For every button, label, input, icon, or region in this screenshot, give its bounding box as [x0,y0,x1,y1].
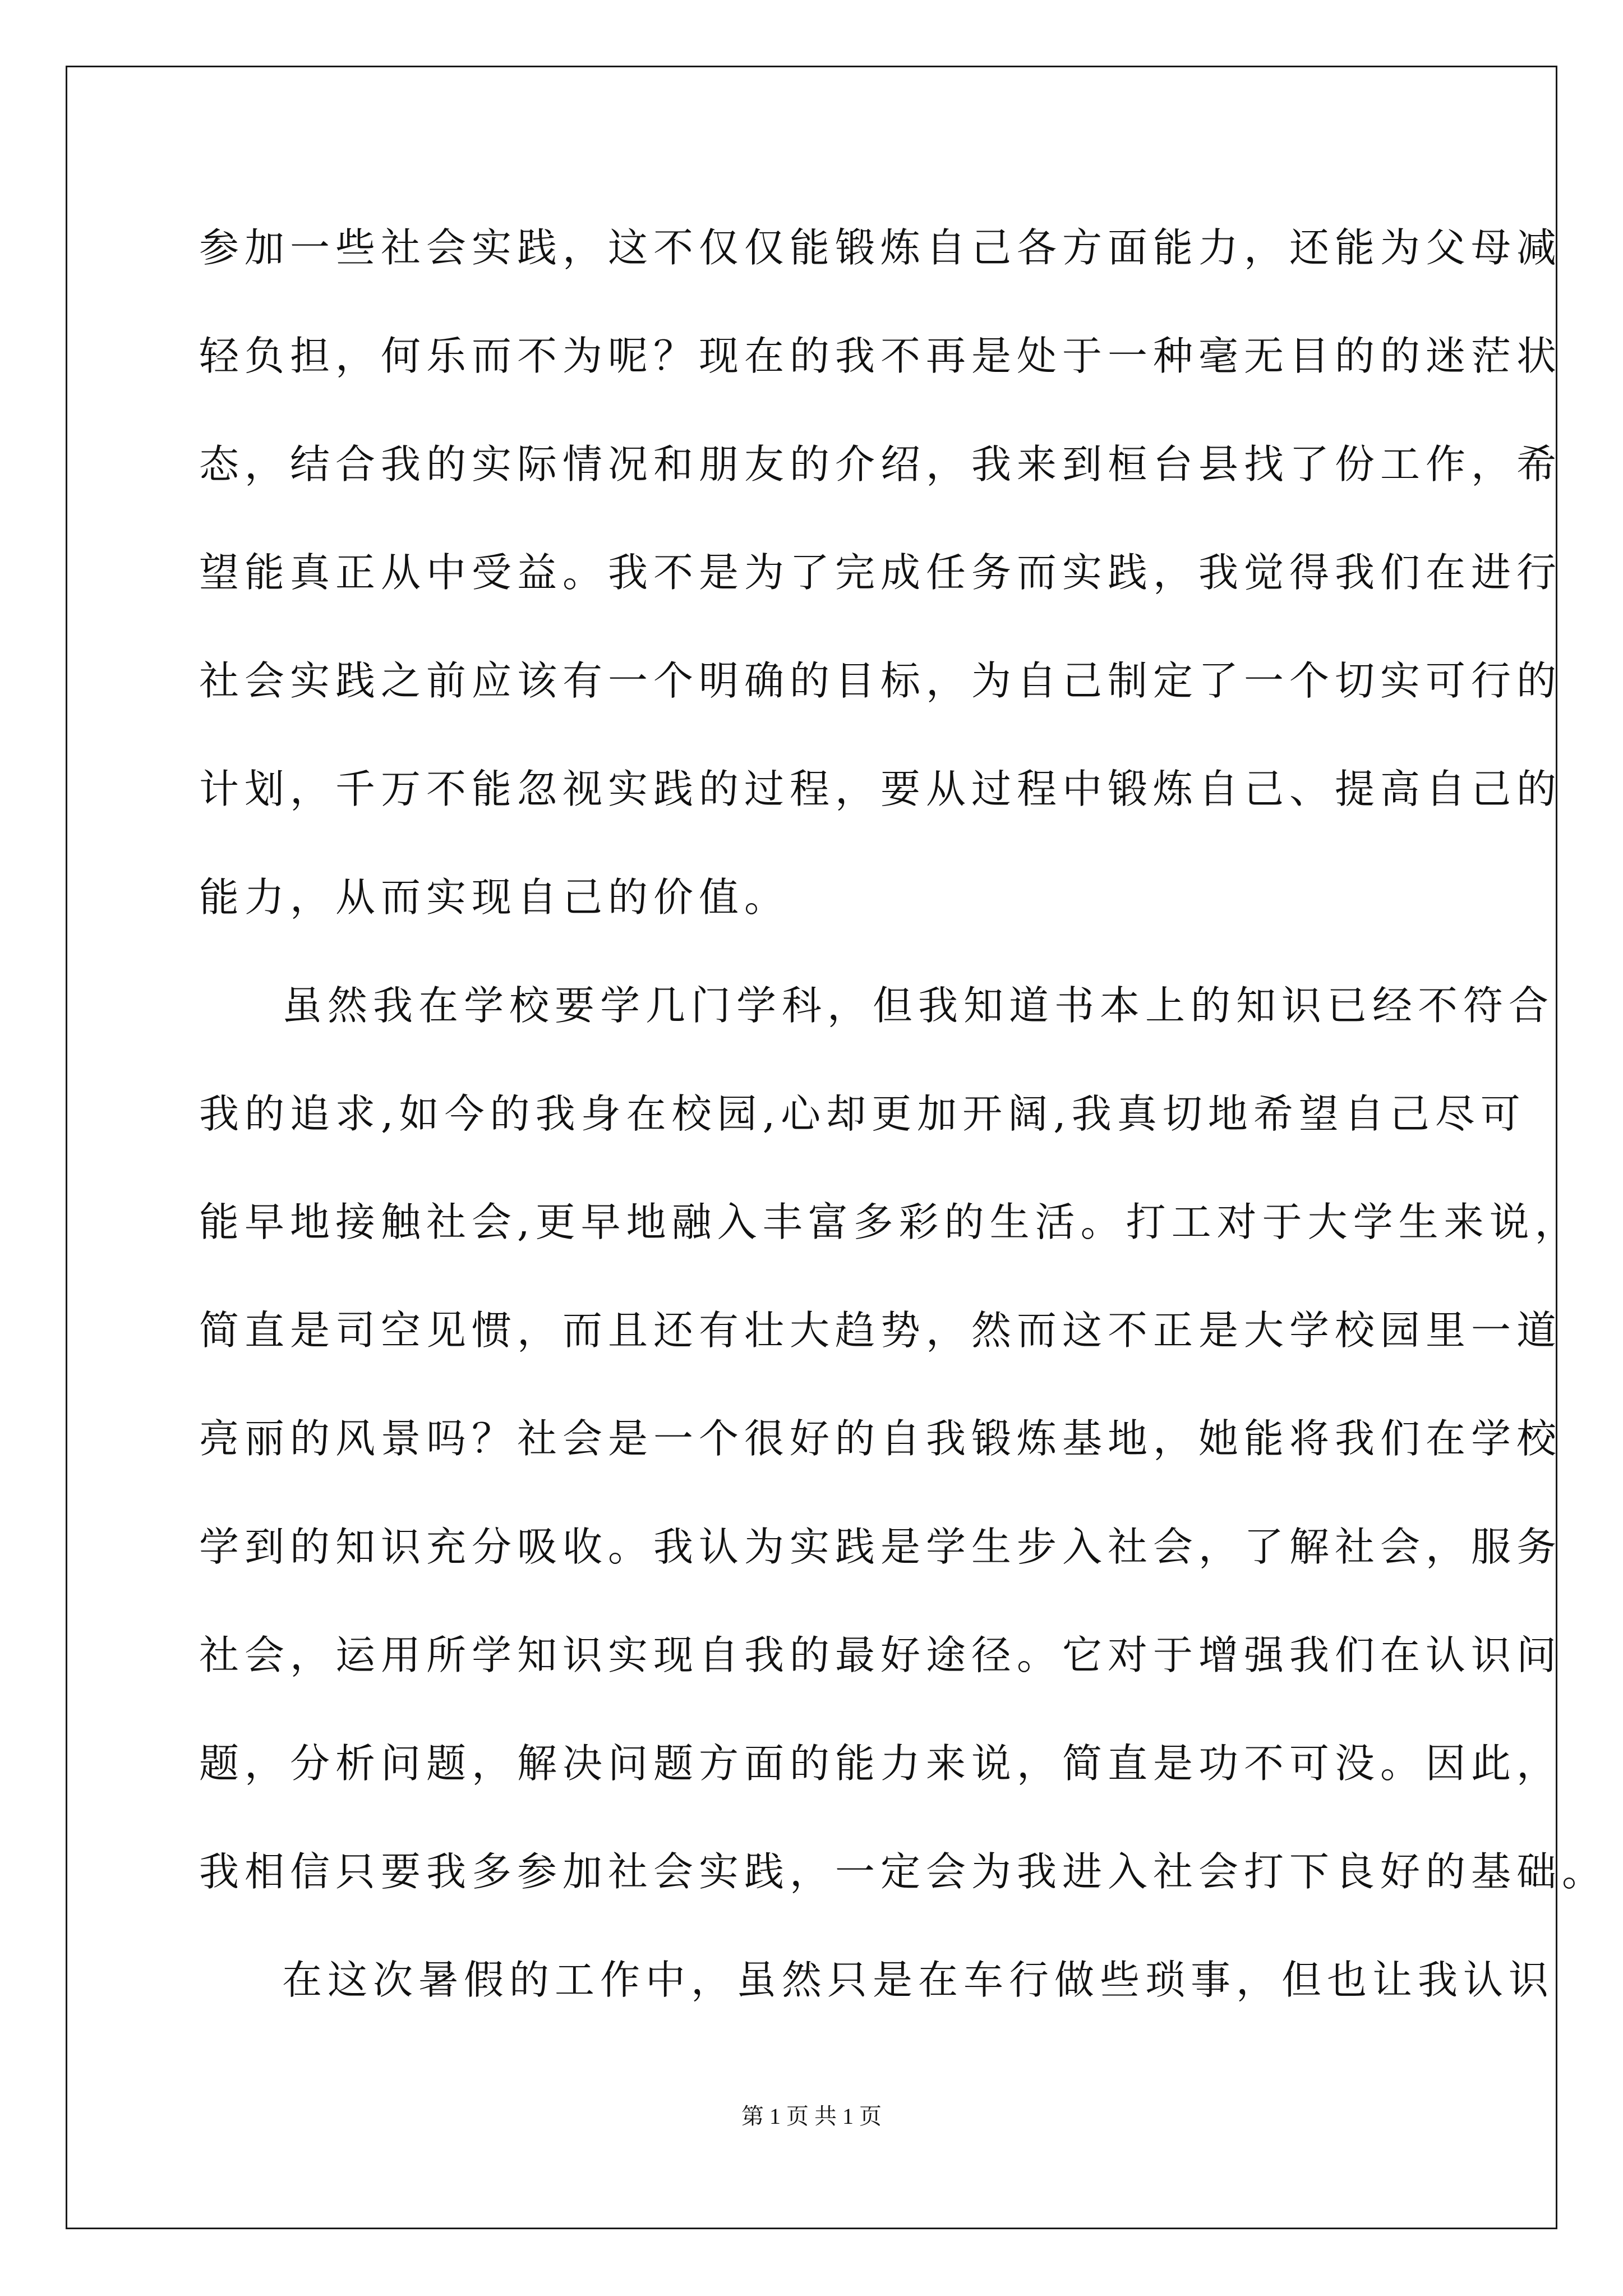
paragraph-first-line: 虽然我在学校要学几门学科，但我知道书本上的知识已经不符合 [282,982,1555,1029]
text-line: 参加一些社会实践，这不仅仅能锻炼自己各方面能力，还能为父母减 [199,224,1562,271]
document-body [199,194,1608,2034]
text-line: 题，分析问题，解决问题方面的能力来说，简直是功不可没。因此， [199,1740,1562,1787]
text-line: 我相信只要我多参加社会实践，一定会为我进入社会打下良好的基础。 [199,1848,1608,1895]
text-line: 轻负担，何乐而不为呢？现在的我不再是处于一种毫无目的的迷茫状 [199,333,1562,379]
text-line: 望能真正从中受益。我不是为了完成任务而实践，我觉得我们在进行 [199,549,1562,596]
text-line: 态，结合我的实际情况和朋友的介绍，我来到桓台县找了份工作，希 [199,441,1562,487]
text-line: 亮丽的风景吗？社会是一个很好的自我锻炼基地，她能将我们在学校 [199,1415,1562,1462]
text-line: 简直是司空见惯，而且还有壮大趋势，然而这不正是大学校园里一道 [199,1307,1562,1354]
text-line: 学到的知识充分吸收。我认为实践是学生步入社会，了解社会，服务 [199,1524,1562,1570]
text-line: 社会实践之前应该有一个明确的目标，为自己制定了一个切实可行的 [199,657,1562,704]
paragraph-first-line: 在这次暑假的工作中，虽然只是在车行做些琐事，但也让我认识 [282,1957,1555,2003]
text-line: 能早地接触社会,更早地融入丰富多彩的生活。打工对于大学生来说， [199,1199,1580,1245]
text-line: 计划，千万不能忽视实践的过程，要从过程中锻炼自己、提高自己的 [199,766,1562,812]
page-number-footer: 第 1 页 共 1 页 [741,2104,882,2129]
text-line: 我的追求,如今的我身在校园,心却更加开阔,我真切地希望自己尽可 [199,1091,1526,1137]
text-line: 能力，从而实现自己的价值。 [199,874,790,921]
text-line: 社会，运用所学知识实现自我的最好途径。它对于增强我们在认识问 [199,1632,1562,1678]
